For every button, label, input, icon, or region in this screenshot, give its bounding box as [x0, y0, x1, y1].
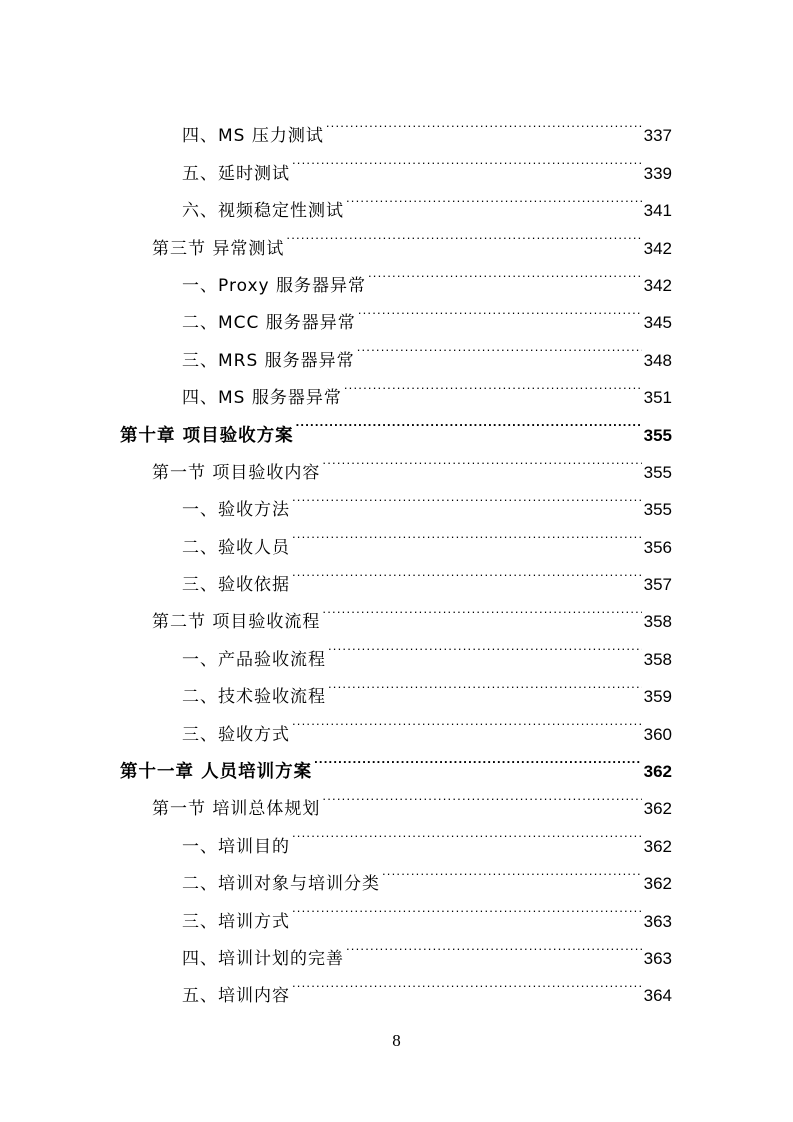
dot-leader	[292, 478, 642, 515]
toc-entry-page: 339	[643, 163, 672, 183]
toc-entry-label: 六、视频稳定性测试	[182, 201, 344, 222]
toc-entry-page: 337	[643, 126, 672, 146]
toc-entry[interactable]	[120, 104, 672, 147]
toc-entry-label: 第二节 项目验收流程	[152, 612, 321, 633]
toc-entry-page: 355	[643, 500, 672, 520]
toc-entry-label: 二、验收人员	[182, 537, 290, 558]
toc-entry-page: 342	[643, 238, 672, 258]
toc-entry-page: 362	[643, 762, 672, 782]
toc-entry-label: 三、验收方式	[182, 724, 290, 745]
toc-entry-label: 三、培训方式	[182, 911, 290, 932]
dot-leader	[322, 441, 641, 478]
dot-leader	[328, 627, 642, 664]
toc-entry-page: 345	[643, 313, 672, 333]
toc-entry-label: 三、MRS 服务器异常	[182, 350, 355, 371]
toc-entry-label: 一、验收方法	[182, 500, 290, 521]
dot-leader	[368, 254, 642, 291]
dot-leader	[292, 141, 642, 178]
toc-entry-label: 五、培训内容	[182, 986, 290, 1007]
toc-entry-page: 355	[643, 462, 672, 482]
dot-leader	[358, 291, 642, 328]
dot-leader	[292, 515, 642, 552]
toc-entry-page: 358	[643, 612, 672, 632]
dot-leader	[286, 216, 641, 253]
toc-entry-page: 358	[643, 649, 672, 669]
toc-entry-label: 四、MS 压力测试	[182, 126, 324, 147]
table-of-contents	[120, 104, 672, 1007]
toc-entry-page: 360	[643, 724, 672, 744]
dot-leader	[344, 366, 642, 403]
toc-entry-page: 342	[643, 275, 672, 295]
toc-entry-page: 355	[643, 425, 672, 445]
toc-entry-page: 357	[643, 575, 672, 595]
toc-entry-label: 第三节 异常测试	[152, 238, 285, 259]
toc-entry-label: 第一节 项目验收内容	[152, 462, 321, 483]
toc-entry-label: 一、Proxy 服务器异常	[182, 275, 366, 296]
toc-entry-page: 351	[643, 388, 672, 408]
toc-entry-page: 362	[643, 874, 672, 894]
dot-leader	[292, 889, 642, 926]
toc-entry-label: 三、验收依据	[182, 575, 290, 596]
toc-entry-page: 356	[643, 537, 672, 557]
dot-leader	[322, 777, 641, 814]
dot-leader	[346, 179, 642, 216]
toc-entry-label: 二、MCC 服务器异常	[182, 313, 356, 334]
toc-entry-page: 362	[643, 799, 672, 819]
dot-leader	[357, 328, 642, 365]
dot-leader	[322, 590, 641, 627]
page-number: 8	[392, 1031, 401, 1050]
toc-entry-page: 341	[643, 201, 672, 221]
dot-leader	[292, 553, 642, 590]
dot-leader	[314, 740, 642, 777]
toc-entry-page: 364	[643, 986, 672, 1006]
toc-entry-label: 四、培训计划的完善	[182, 948, 344, 969]
toc-entry-page: 363	[643, 948, 672, 968]
toc-entry-page: 348	[643, 350, 672, 370]
toc-entry-label: 二、培训对象与培训分类	[182, 874, 380, 895]
toc-entry-page: 363	[643, 911, 672, 931]
dot-leader	[292, 702, 642, 739]
toc-entry-page: 359	[643, 687, 672, 707]
toc-entry-label: 第十一章 人员培训方案	[120, 762, 313, 783]
dot-leader	[296, 403, 642, 440]
dot-leader	[382, 852, 642, 889]
dot-leader	[292, 814, 642, 851]
toc-entry-label: 五、延时测试	[182, 163, 290, 184]
toc-entry-label: 四、MS 服务器异常	[182, 388, 342, 409]
toc-entry-label: 一、培训目的	[182, 836, 290, 857]
toc-entry-label: 第十章 项目验收方案	[120, 425, 294, 446]
toc-entry-page: 362	[643, 836, 672, 856]
dot-leader	[346, 927, 642, 964]
dot-leader	[292, 964, 642, 1001]
toc-entry-label: 二、技术验收流程	[182, 687, 326, 708]
dot-leader	[328, 665, 642, 702]
toc-entry-label: 一、产品验收流程	[182, 649, 326, 670]
toc-entry-label: 第一节 培训总体规划	[152, 799, 321, 820]
dot-leader	[326, 104, 642, 141]
